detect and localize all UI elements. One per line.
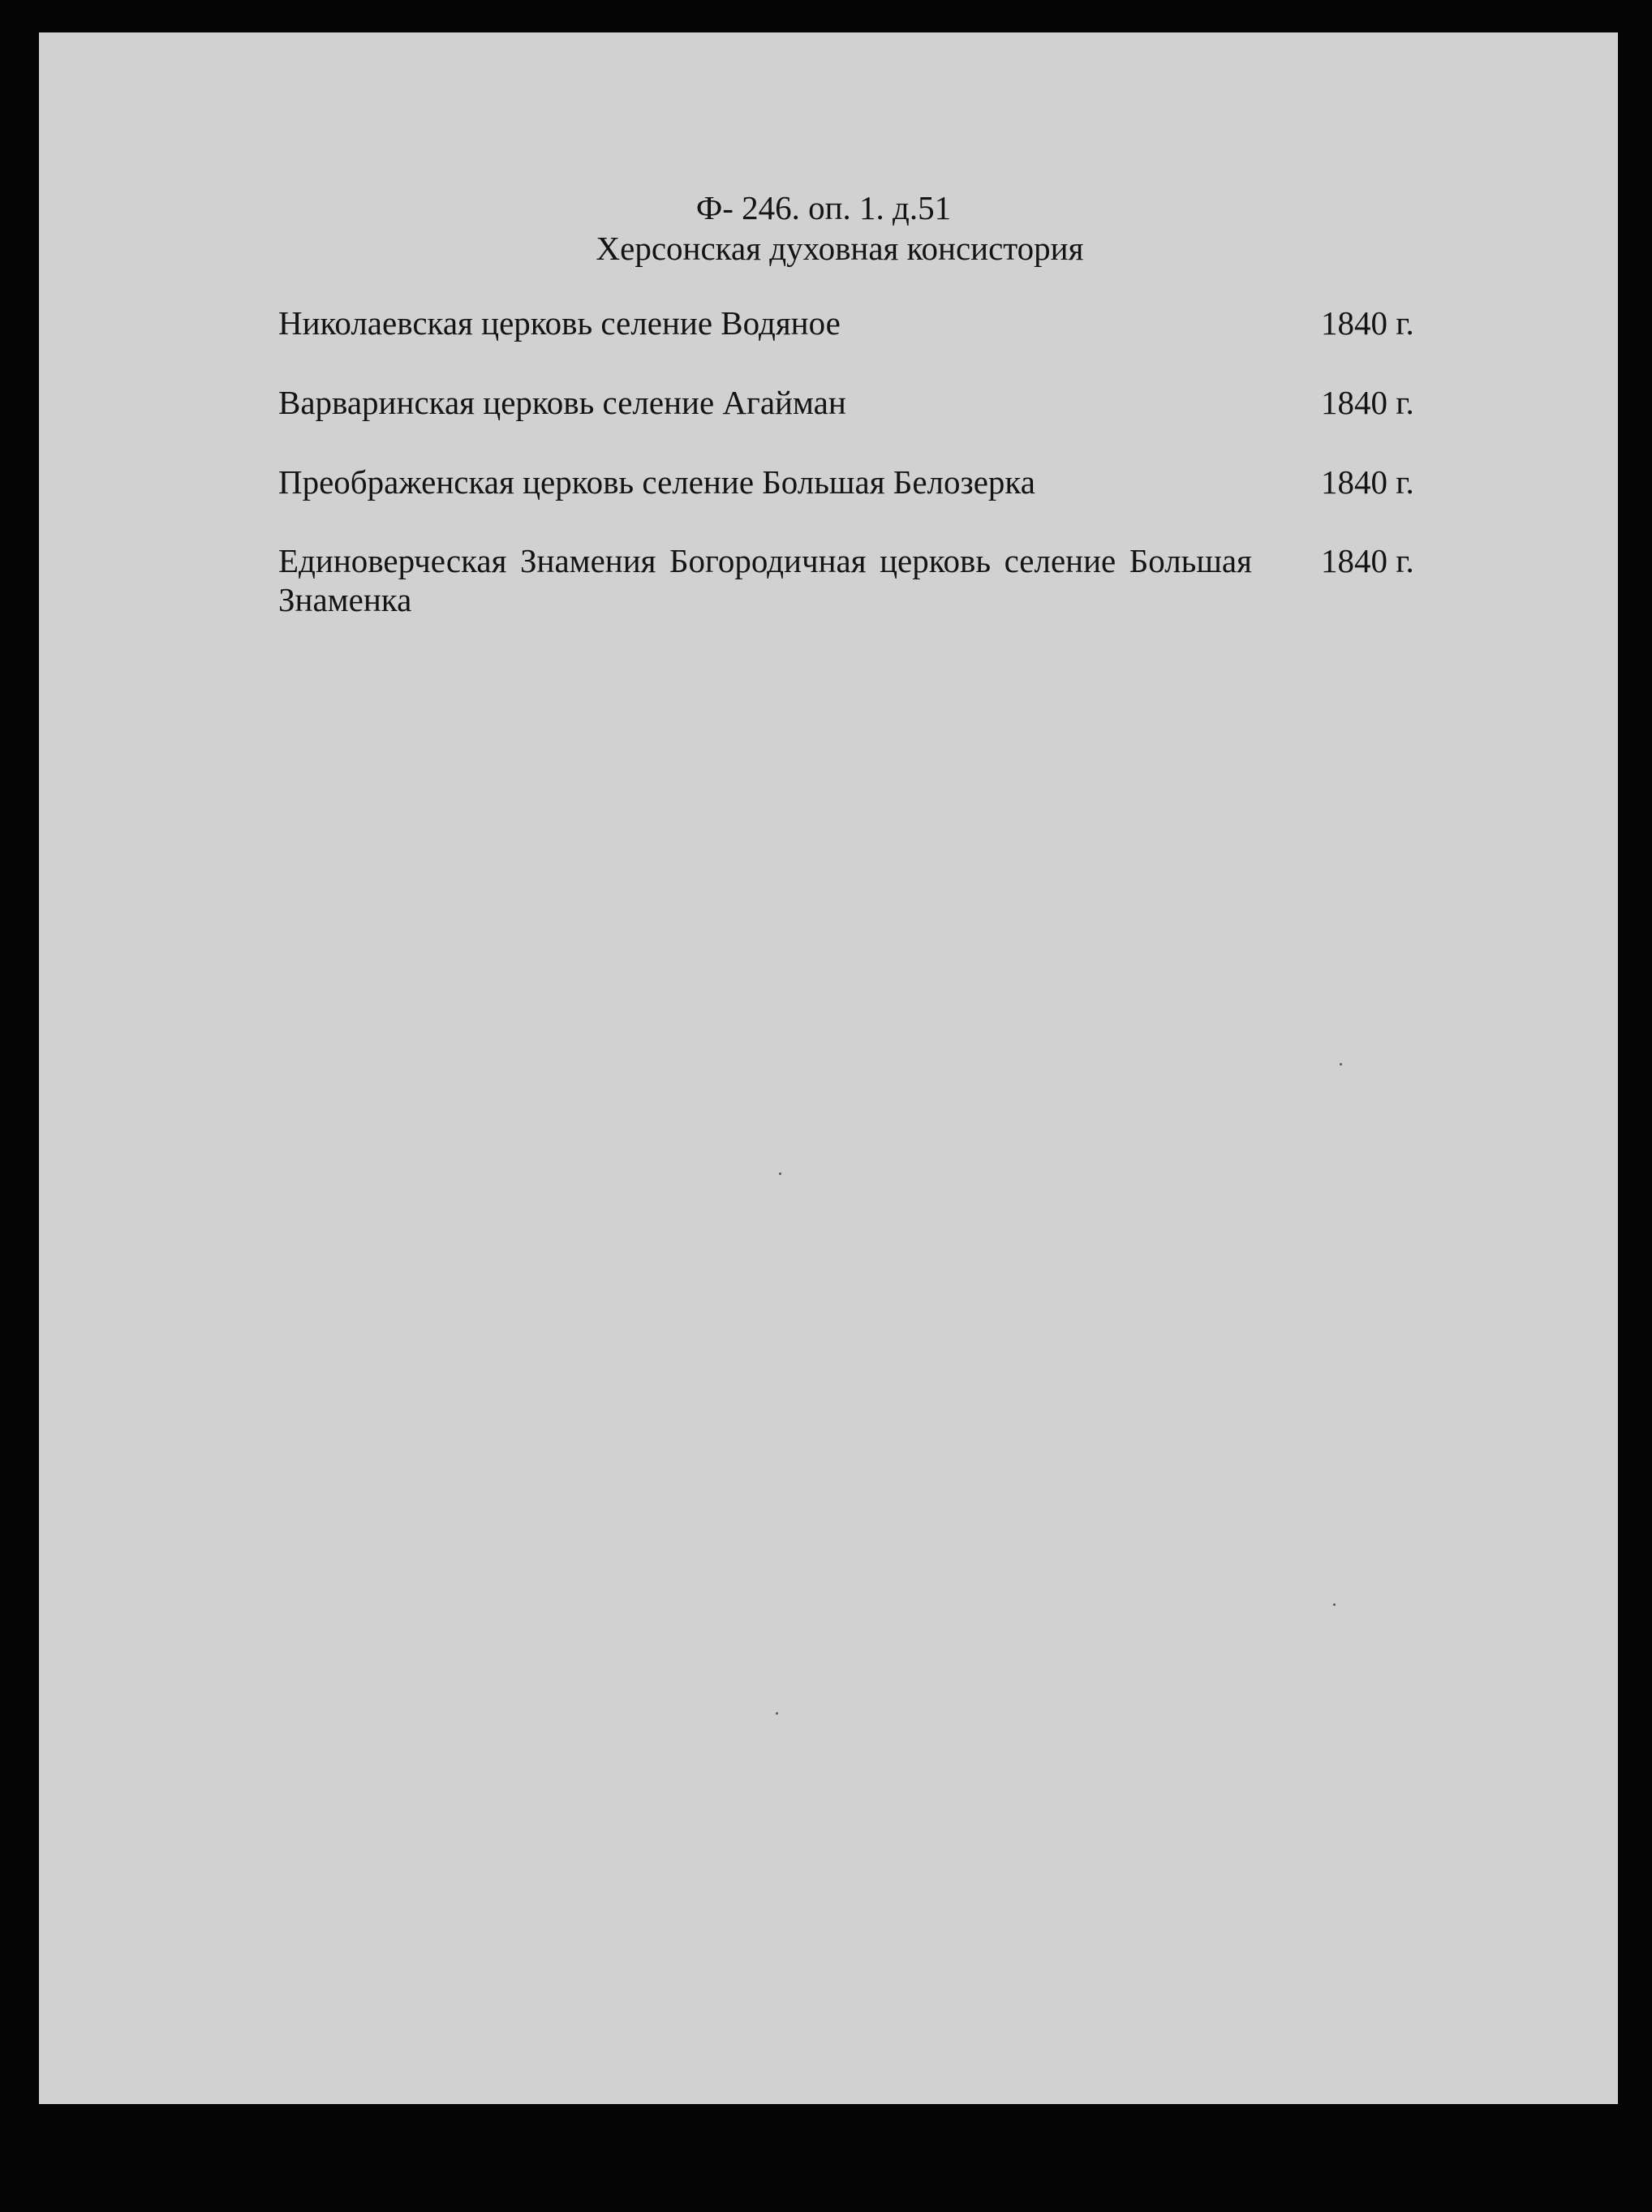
church-name: Николаевская церковь селение Водяное <box>278 304 841 342</box>
scan-speck <box>1340 1063 1342 1065</box>
entry-year: 1840 г. <box>1321 384 1414 421</box>
church-name: Варваринская церковь селение Агайман <box>278 384 846 421</box>
scan-speck <box>779 1173 781 1175</box>
church-name: Единоверческая Знамения Богородичная церковь селение Большая Знаменка <box>278 542 1252 618</box>
entry-year: 1840 г. <box>1321 542 1414 579</box>
scan-speck <box>776 1712 778 1715</box>
document-page <box>39 32 1618 2104</box>
institution-title: Херсонская духовная консистория <box>596 230 1084 267</box>
entry-year: 1840 г. <box>1321 304 1414 342</box>
church-name: Преображенская церковь селение Большая Белозерка <box>278 463 1035 501</box>
archive-reference: Ф- 246. оп. 1. д.51 <box>695 189 952 226</box>
scan-speck <box>1333 1603 1336 1606</box>
entry-year: 1840 г. <box>1321 463 1414 501</box>
